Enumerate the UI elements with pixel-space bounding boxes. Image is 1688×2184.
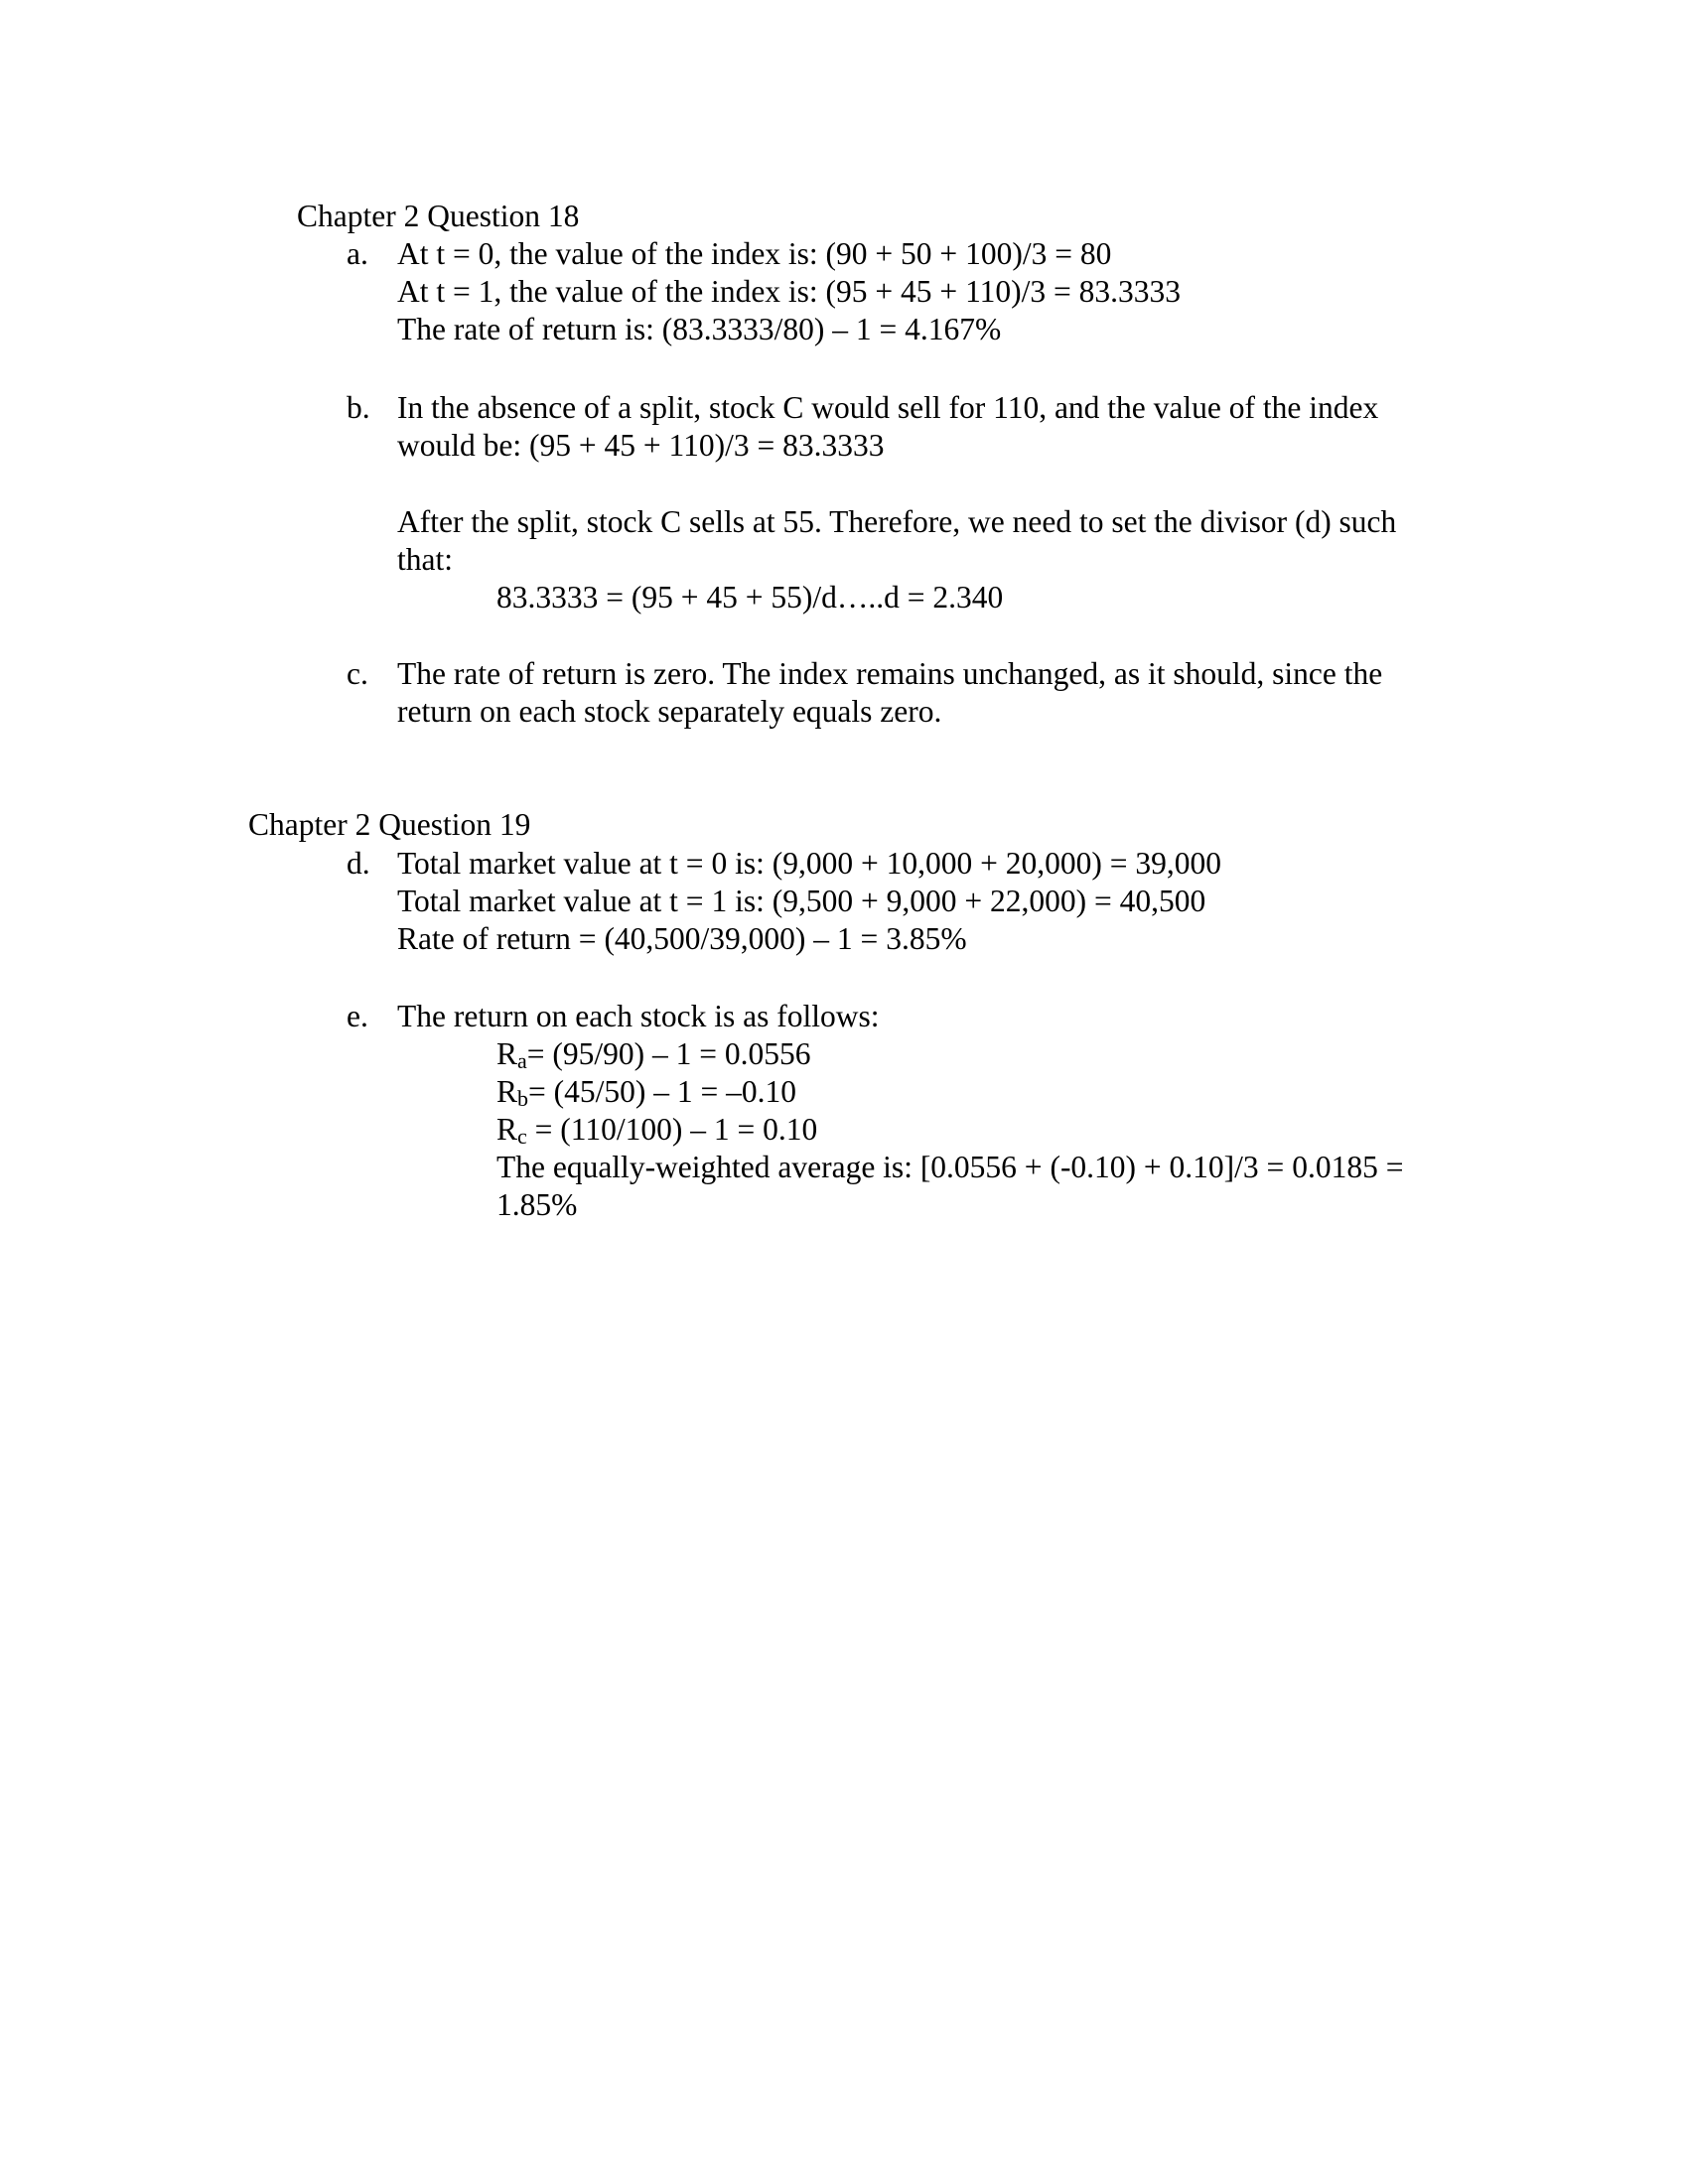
return-subscript: a	[517, 1048, 527, 1073]
return-expression: = (45/50) – 1 = –0.10	[528, 1074, 797, 1109]
q18-c-line-2: return on each stock separately equals zero.	[397, 694, 942, 729]
return-expression: = (110/100) – 1 = 0.10	[526, 1112, 818, 1147]
return-symbol: R	[496, 1074, 518, 1109]
q18-c-line-1: The rate of return is zero. The index remains unchanged, as it should, since the	[397, 656, 1383, 691]
return-a-line	[496, 1035, 811, 1073]
q19-d-line-3: Rate of return = (40,500/39,000) – 1 = 3.85%	[397, 921, 967, 956]
q18-a-line-3: The rate of return is: (83.3333/80) – 1 = 4.167%	[397, 312, 1002, 346]
q18-heading: Chapter 2 Question 18	[297, 199, 580, 233]
item-label-c: c.	[347, 656, 368, 691]
return-subscript: b	[517, 1086, 529, 1111]
item-label-a: a.	[347, 236, 368, 271]
return-subscript: c	[517, 1124, 527, 1149]
q19-heading: Chapter 2 Question 19	[248, 807, 531, 842]
return-c-line	[496, 1111, 817, 1149]
q19-d-line-1: Total market value at t = 0 is: (9,000 + 10,000 + 20,000) = 39,000	[397, 846, 1221, 881]
return-symbol: R	[496, 1112, 518, 1147]
average-line-2: 1.85%	[496, 1187, 578, 1222]
q18-b-line-1: In the absence of a split, stock C would sell for 110, and the value of the index	[397, 390, 1379, 425]
average-line-1: The equally-weighted average is: [0.0556 + (-0.10) + 0.10]/3 = 0.0185 =	[496, 1150, 1404, 1184]
q19-d-line-2: Total market value at t = 1 is: (9,500 + 9,000 + 22,000) = 40,500	[397, 884, 1206, 918]
q18-b-line-2: would be: (95 + 45 + 110)/3 = 83.3333	[397, 428, 885, 463]
item-label-b: b.	[347, 390, 370, 425]
q18-b-line-3: After the split, stock C sells at 55. Therefore, we need to set the divisor (d) such	[397, 504, 1397, 539]
q18-a-line-1: At t = 0, the value of the index is: (90 + 50 + 100)/3 = 80	[397, 236, 1112, 271]
item-label-e: e.	[347, 999, 368, 1033]
q18-b-equation: 83.3333 = (95 + 45 + 55)/d…..d = 2.340	[496, 580, 1004, 614]
item-label-d: d.	[347, 846, 370, 881]
return-symbol: R	[496, 1036, 518, 1071]
q19-e-intro: The return on each stock is as follows:	[397, 999, 880, 1033]
return-b-line	[496, 1073, 796, 1111]
q18-b-line-4: that:	[397, 542, 453, 577]
return-expression: = (95/90) – 1 = 0.0556	[526, 1036, 811, 1071]
q18-a-line-2: At t = 1, the value of the index is: (95 + 45 + 110)/3 = 83.3333	[397, 274, 1182, 309]
